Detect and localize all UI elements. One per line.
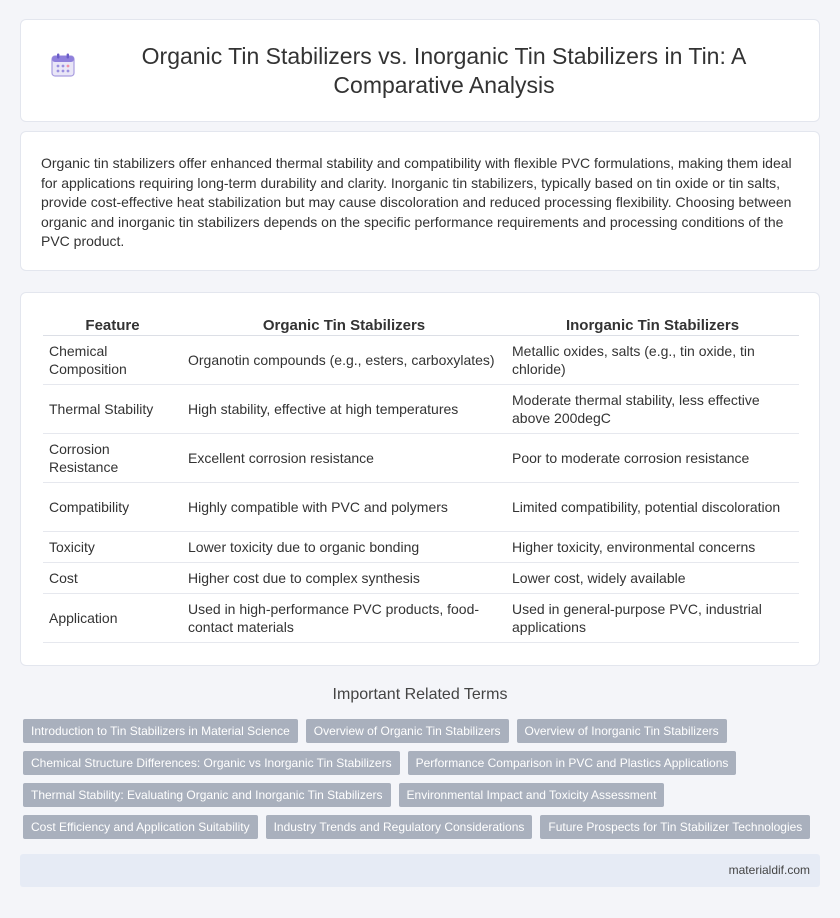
footer-site-link[interactable]: materialdif.com xyxy=(728,863,810,877)
intro-paragraph: Organic tin stabilizers offer enhanced thermal stability and compatibility with flexible PVC formulations, making them ideal for applications requiring long-term durability and clarity. Inorganic tin stabilizers, typically based on tin oxide or tin salts, provide cost-effective heat stabilization but may cause discoloration and reduced processing flexibility. Choosing between organic and inorganic tin stabilizers depends on the specific performance requirements and processing conditions of the PVC product. xyxy=(41,155,792,250)
table-row xyxy=(43,532,799,563)
related-term-tag[interactable]: Environmental Impact and Toxicity Assessment xyxy=(399,783,665,807)
related-term-tag[interactable]: Chemical Structure Differences: Organic vs Inorganic Tin Stabilizers xyxy=(23,751,400,775)
organic-cell: High stability, effective at high temperatures xyxy=(182,385,506,434)
organic-cell: Organotin compounds (e.g., esters, carboxylates) xyxy=(182,336,506,385)
related-term-tag[interactable]: Thermal Stability: Evaluating Organic and Inorganic Tin Stabilizers xyxy=(23,783,391,807)
header-feature: Feature xyxy=(43,315,182,336)
feature-cell: Compatibility xyxy=(43,483,182,532)
related-term-tag[interactable]: Industry Trends and Regulatory Considerations xyxy=(266,815,533,839)
footer xyxy=(20,854,820,887)
tag-row xyxy=(23,751,823,775)
table-row xyxy=(43,563,799,594)
table-row xyxy=(43,336,799,385)
feature-cell: Thermal Stability xyxy=(43,385,182,434)
related-term-tag[interactable]: Future Prospects for Tin Stabilizer Technologies xyxy=(540,815,810,839)
tag-row xyxy=(23,783,823,807)
table-row xyxy=(43,483,799,532)
header-inorganic: Inorganic Tin Stabilizers xyxy=(506,315,799,336)
inorganic-cell: Moderate thermal stability, less effective above 200degC xyxy=(506,385,799,434)
page-title: Organic Tin Stabilizers vs. Inorganic Tin Stabilizers in Tin: A Comparative Analysis xyxy=(141,42,747,98)
related-term-tag[interactable]: Cost Efficiency and Application Suitability xyxy=(23,815,258,839)
calendar-icon xyxy=(50,52,76,78)
table-row xyxy=(43,385,799,434)
organic-cell: Excellent corrosion resistance xyxy=(182,434,506,483)
feature-cell: Toxicity xyxy=(43,532,182,563)
organic-cell: Lower toxicity due to organic bonding xyxy=(182,532,506,563)
related-terms-tags xyxy=(23,719,823,847)
inorganic-cell: Limited compatibility, potential discoloration xyxy=(506,483,799,532)
organic-cell: Highly compatible with PVC and polymers xyxy=(182,483,506,532)
inorganic-cell: Higher toxicity, environmental concerns xyxy=(506,532,799,563)
title-card xyxy=(20,19,820,122)
table-row xyxy=(43,434,799,483)
inorganic-cell: Poor to moderate corrosion resistance xyxy=(506,434,799,483)
tag-row xyxy=(23,719,823,743)
related-term-tag[interactable]: Overview of Organic Tin Stabilizers xyxy=(306,719,509,743)
related-terms-heading: Important Related Terms xyxy=(332,686,508,703)
comparison-table xyxy=(43,315,799,643)
tag-row xyxy=(23,815,823,839)
organic-cell: Used in high-performance PVC products, food-contact materials xyxy=(182,594,506,643)
inorganic-cell: Used in general-purpose PVC, industrial applications xyxy=(506,594,799,643)
comparison-card xyxy=(20,292,820,666)
related-term-tag[interactable]: Introduction to Tin Stabilizers in Material Science xyxy=(23,719,298,743)
organic-cell: Higher cost due to complex synthesis xyxy=(182,563,506,594)
feature-cell: Corrosion Resistance xyxy=(43,434,182,483)
inorganic-cell: Metallic oxides, salts (e.g., tin oxide, tin chloride) xyxy=(506,336,799,385)
feature-cell: Chemical Composition xyxy=(43,336,182,385)
table-header-row xyxy=(43,315,799,336)
inorganic-cell: Lower cost, widely available xyxy=(506,563,799,594)
feature-cell: Cost xyxy=(43,563,182,594)
intro-card xyxy=(20,131,820,271)
related-term-tag[interactable]: Overview of Inorganic Tin Stabilizers xyxy=(517,719,727,743)
header-organic: Organic Tin Stabilizers xyxy=(182,315,506,336)
title-wrap xyxy=(50,42,790,100)
table-row xyxy=(43,594,799,643)
feature-cell: Application xyxy=(43,594,182,643)
related-term-tag[interactable]: Performance Comparison in PVC and Plastics Applications xyxy=(408,751,737,775)
